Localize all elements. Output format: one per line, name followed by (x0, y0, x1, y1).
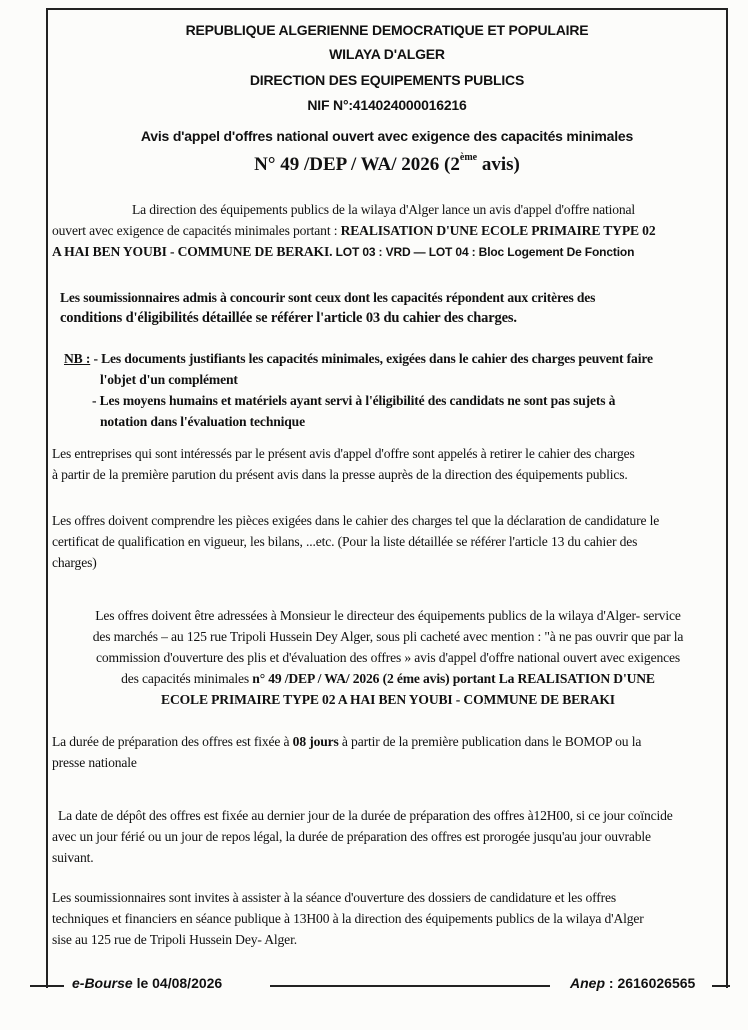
notice-title: Avis d'appel d'offres national ouvert avec exigence des capacités minimales (140, 128, 634, 144)
header-direction: DIRECTION DES EQUIPEMENTS PUBLICS (249, 72, 525, 88)
footer-rule-middle (270, 985, 550, 987)
duration-paragraph: La durée de préparation des offres est fixée à 08 jours à partir de la première publication dans le BOMOP ou la presse nationale (52, 734, 642, 770)
footer-source: e-Bourse le 04/08/2026 (72, 975, 223, 991)
opening-paragraph: Les soumissionnaires sont invites à assister à la séance d'ouverture des dossiers de candidature et les offres techniques et financiers en séance publique à 13H00 à la direction des équipements publics de la wilaya d'Alger sise au 125 rue de Tripoli Hussein Dey- Alger. (52, 890, 644, 947)
eligibility-paragraph: Les soumissionnaires admis à concourir sont ceux dont les capacités répondent aux critères des conditions d'éligibilités détaillée se référer l'article 03 du cahier des charges. (60, 290, 596, 326)
nb-label: NB : (64, 351, 91, 366)
withdraw-paragraph: Les entreprises qui sont intéressés par le présent avis d'appel d'offre sont appelés à retirer le cahier des charges à partir de la première parution du présent avis dans la presse auprès de la direction des équipements publics. (52, 446, 635, 482)
deposit-paragraph: La date de dépôt des offres est fixée au dernier jour de la durée de préparation des offres à12H00, si ce jour coïncide avec un jour férié ou un jour de repos légal, la durée de préparation des offres est prorogée jusqu'au jour ouvrable suivant. (52, 808, 673, 865)
footer-rule-right (712, 985, 730, 987)
intro-paragraph: La direction des équipements publics de la wilaya d'Alger lance un avis d'appel d'offre national ouvert avec exigence de capacités minimales portant : REALISATION D'UNE ECOLE PRIMAIRE TYPE 02 A HAI BEN YOUBI - COMMUNE DE BERAKI. LOT 03 : VRD — LOT 04 : Bloc Logement De Fonction (52, 202, 656, 259)
notice-number: N° 49 /DEP / WA/ 2026 (2ème avis) (254, 152, 520, 175)
offers-content-paragraph: Les offres doivent comprendre les pièces exigées dans le cahier des charges tel que la déclaration de candidature le certificat de qualification en vigueur, les bilans, ...etc. (Pour la liste détaillée se référer l'article 13 du cahier des charges) (52, 513, 660, 570)
footer-rule-left (30, 985, 64, 987)
header-republic: REPUBLIQUE ALGERIENNE DEMOCRATIQUE ET POPULAIRE (185, 22, 589, 38)
address-paragraph: Les offres doivent être adressées à Monsieur le directeur des équipements publics de la wilaya d'Alger- service des marchés – au 125 rue Tripoli Hussein Dey Alger, sous pli cacheté avec mention : "à ne pas ouvrir que par la commission d'ouverture des plis et d'évaluation des offres » avis d'appel d'offre national ouvert avec exigences des capacités minimales n° 49 /DEP / WA/ 2026 (2 éme avis) portant La REALISATION D'UNE ECOLE PRIMAIRE TYPE 02 A HAI BEN YOUBI - COMMUNE DE BERAKI (92, 608, 684, 707)
nb-section: NB : - Les documents justifiants les capacités minimales, exigées dans le cahier des charges peuvent faire l'objet d'un complément - Les moyens humains et matériels ayant servi à l'éligibilité des candidats ne sont pas sujets à notation dans l'évaluation technique (64, 351, 653, 429)
footer-anep: Anep : 2616026565 (570, 975, 696, 991)
header-nif: NIF N°:414024000016216 (307, 97, 467, 113)
footer (30, 975, 730, 997)
header-wilaya: WILAYA D'ALGER (329, 46, 445, 62)
